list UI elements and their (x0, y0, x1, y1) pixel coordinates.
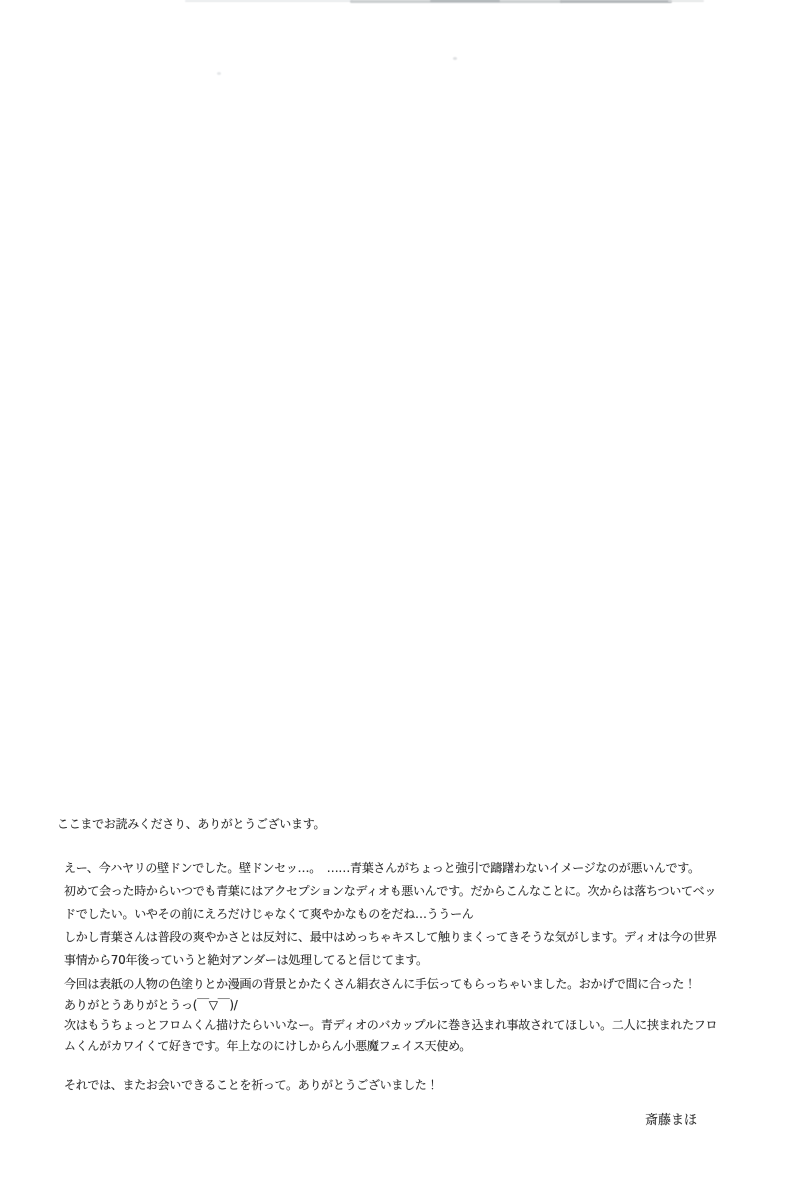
scan-smudge (668, 0, 704, 2)
closing-line: それでは、またお会いできることを祈って。ありがとうございました！ (64, 1078, 439, 1092)
paragraph-line: 次はもうちょっとフロムくん描けたらいいなー。青ディオのバカップルに巻き込まれ事故されてほしい。二人に挟まれたフロ (64, 1018, 718, 1032)
paragraph-line: 初めて会った時からいつでも青葉にはアクセプションなディオも悪いんです。だからこんなことに。次からは落ちついてベッ (64, 884, 717, 898)
scan-smudge (430, 0, 500, 2)
paragraph-line: 今回は表紙の人物の色塗りとか漫画の背景とかたくさん絹衣さんに手伝ってもらっちゃいました。おかげで間に合った！ (64, 977, 696, 991)
dust-speck (453, 57, 457, 60)
paragraph-line: えー、今ハヤリの壁ドンでした。壁ドンセッ…。 ……青葉さんがちょっと強引で躊躇わないイメージなのが悪いんです。 (64, 861, 700, 875)
paragraph-line: ありがとうありがとうっ(￣▽￣)/ (64, 997, 238, 1012)
paragraph-line: ドでしたい。いやその前にえろだけじゃなくて爽やかなものをだね…ううーん (64, 907, 474, 921)
author-signature: 斎藤まほ (645, 1113, 698, 1128)
scan-smudge (560, 0, 672, 3)
paragraph-line: 事情から70年後っていうと絶対アンダーは処理してると信じてます。 (64, 953, 428, 967)
greeting-line: ここまでお読みくださり、ありがとうございます。 (57, 817, 326, 831)
scan-smudge (185, 0, 353, 2)
paragraph-line: しかし青葉さんは普段の爽やかさとは反対に、最中はめっちゃキスして触りまくってきそうな気がします。ディオは今の世界 (64, 930, 717, 944)
paragraph-line: ムくんがカワイくて好きです。年上なのにけしからん小悪魔フェイス天使め。 (64, 1038, 471, 1053)
afterword-paragraph-1 (64, 859, 717, 974)
afterword-paragraph-2 (64, 975, 717, 1057)
dust-speck (217, 72, 221, 75)
